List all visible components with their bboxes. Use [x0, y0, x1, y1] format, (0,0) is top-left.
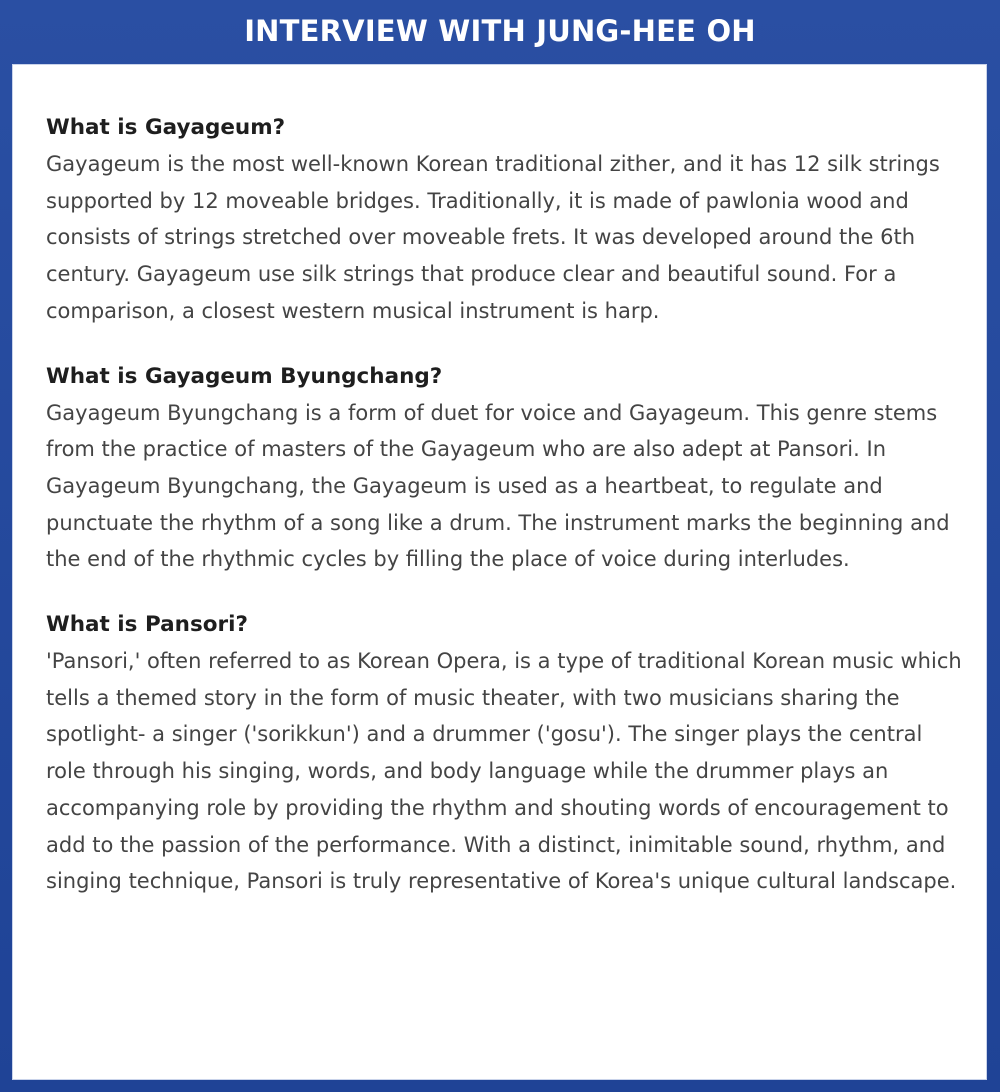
question-heading: What is Gayageum Byungchang?: [46, 363, 443, 389]
qa-section-byungchang: [46, 358, 966, 579]
answer-paragraph: Gayageum is the most well-known Korean traditional zither, and it has 12 silk strings supported by 12 moveable bridges. Traditionally, it is made of pawlonia wood and consists of strings stretched over moveable frets. It was developed around the 6th century. Gayageum use silk strings that produce clear and beautiful sound. For a comparison, a closest western musical instrument is harp.: [46, 152, 940, 323]
answer-paragraph: Gayageum Byungchang is a form of duet for voice and Gayageum. This genre stems from the practice of masters of the Gayageum who are also adept at Pansori. In Gayageum Byungchang, the Gayageum is used as a heartbeat, to regulate and punctuate the rhythm of a song like a drum. The instrument marks the beginning and the end of the rhythmic cycles by filling the place of voice during interludes.: [46, 400, 950, 572]
page-title: INTERVIEW WITH JUNG-HEE OH: [244, 14, 756, 48]
answer-paragraph: 'Pansori,' often referred to as Korean Opera, is a type of traditional Korean music which tells a themed story in the form of music theater, with two musicians sharing the spotlight- a singer ('sorikkun') and a drummer ('gosu'). The singer plays the central role through his singing, words, and body language while the drummer plays an accompanying role by providing the rhythm and shouting words of encouragement to add to the passion of the performance. With a distinct, inimitable sound, rhythm, and singing technique, Pansori is truly representative of Korea's unique cultural landscape.: [46, 649, 962, 894]
qa-section-gayageum: [46, 109, 966, 330]
question-heading: What is Pansori?: [46, 612, 248, 638]
qa-section-pansori: [46, 606, 966, 900]
content-panel: [12, 64, 987, 1080]
question-heading: What is Gayageum?: [46, 115, 286, 140]
title-bar: [0, 0, 1000, 62]
